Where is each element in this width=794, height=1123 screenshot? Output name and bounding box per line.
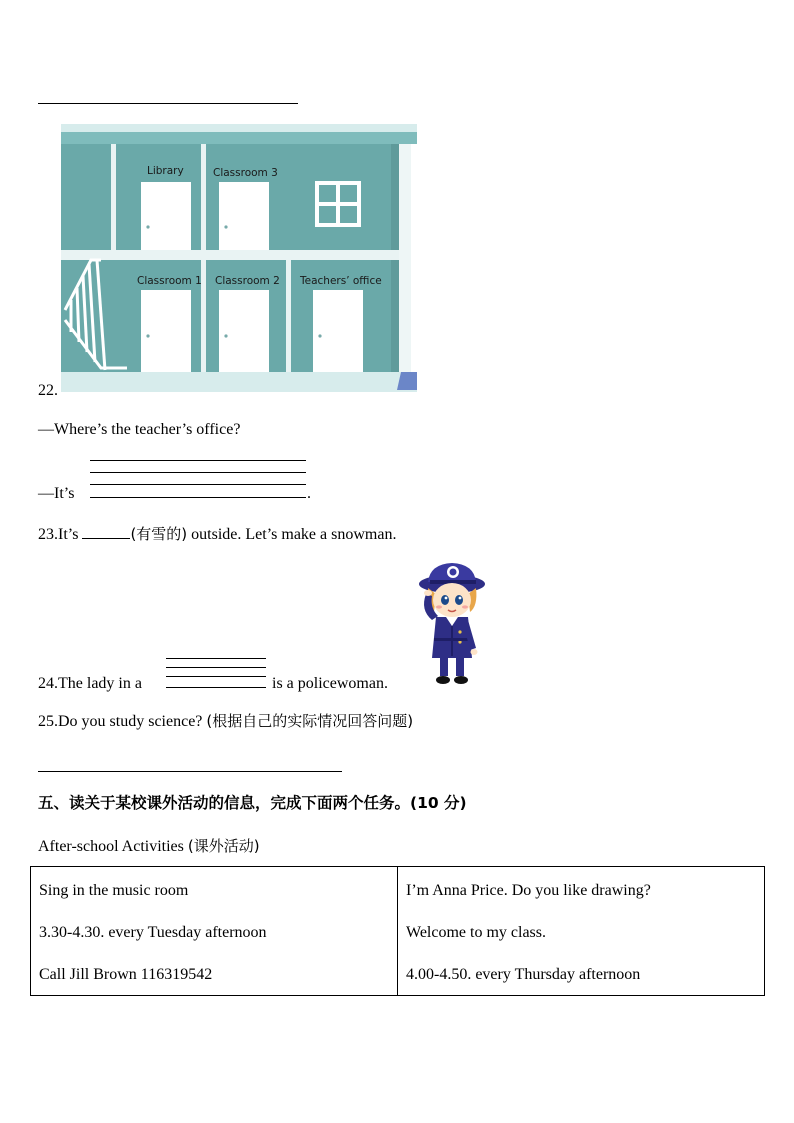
- q22-answer-suffix: .: [307, 485, 311, 502]
- activities-table: [30, 866, 765, 996]
- door-classroom-3: [219, 182, 269, 250]
- q24-text-a: The lady in a: [58, 675, 142, 692]
- q23-hint: (有雪的): [130, 525, 188, 543]
- floor-divider: [61, 250, 399, 260]
- q25-text: Do you study science?: [58, 713, 203, 730]
- door-classroom-2: [219, 290, 269, 372]
- q24-number: 24.: [38, 675, 58, 692]
- cell-line: Sing in the music room: [39, 882, 189, 899]
- q22-answer-line-3: [90, 484, 306, 485]
- roof-edge: [61, 132, 417, 144]
- roof-band: [61, 124, 417, 132]
- q23-text-a: It’s: [58, 526, 79, 543]
- q22-answer-line-2: [90, 472, 306, 473]
- q25-answer-line[interactable]: [38, 771, 342, 772]
- door-classroom-1: [141, 290, 191, 372]
- label-library: Library: [147, 165, 184, 177]
- q24-answer-line-1: [166, 658, 266, 659]
- table-cell-right: [398, 867, 765, 996]
- q22-answer-prefix: —It’s: [38, 485, 75, 502]
- q25-line: [38, 711, 413, 732]
- table-row: [31, 867, 765, 996]
- cell-line: 3.30-4.30. every Tuesday afternoon: [39, 924, 267, 941]
- q22-number: 22.: [38, 382, 58, 399]
- label-teachers-office: Teachers’ office: [300, 275, 382, 287]
- section5-subtitle: [38, 836, 260, 857]
- label-classroom-2: Classroom 2: [215, 275, 280, 287]
- q22-answer-blank[interactable]: [90, 497, 306, 498]
- q22-answer-line-1: [90, 460, 306, 461]
- q24-text-b: is a policewoman.: [272, 675, 388, 692]
- policewoman-image: [414, 560, 488, 690]
- section5-subtitle-en: After-school Activities: [38, 838, 184, 855]
- door-library: [141, 182, 191, 250]
- q24-line: [38, 674, 142, 694]
- table-cell-left: [31, 867, 398, 996]
- section5-heading: 五、读关于某校课外活动的信息，完成下面两个任务。(10 分): [38, 794, 467, 812]
- q24-answer-line-3: [166, 676, 266, 677]
- school-building-image: [61, 124, 417, 392]
- cell-line: Call Jill Brown 116319542: [39, 966, 213, 983]
- cell-line: 4.00-4.50. every Thursday afternoon: [406, 966, 641, 983]
- q24-answer-line-2: [166, 667, 266, 668]
- q23-number: 23.: [38, 526, 58, 543]
- q25-number: 25.: [38, 713, 58, 730]
- label-classroom-3: Classroom 3: [213, 167, 278, 179]
- q23-text-b: outside. Let’s make a snowman.: [191, 526, 397, 543]
- q25-hint: (根据自己的实际情况回答问题): [206, 712, 414, 730]
- door-teachers-office: [313, 290, 363, 372]
- q24-answer-blank[interactable]: [166, 687, 266, 688]
- building-pillar: [399, 144, 411, 372]
- q23-line: [38, 524, 396, 545]
- section5-subtitle-cn: (课外活动): [187, 837, 260, 855]
- label-classroom-1: Classroom 1: [137, 275, 202, 287]
- top-answer-line: [38, 103, 298, 104]
- q23-answer-blank[interactable]: [82, 524, 130, 539]
- q22-question: —Where’s the teacher’s office?: [38, 421, 241, 438]
- ground: [61, 372, 417, 392]
- cell-line: Welcome to my class.: [406, 924, 547, 941]
- cell-line: I’m Anna Price. Do you like drawing?: [406, 882, 651, 899]
